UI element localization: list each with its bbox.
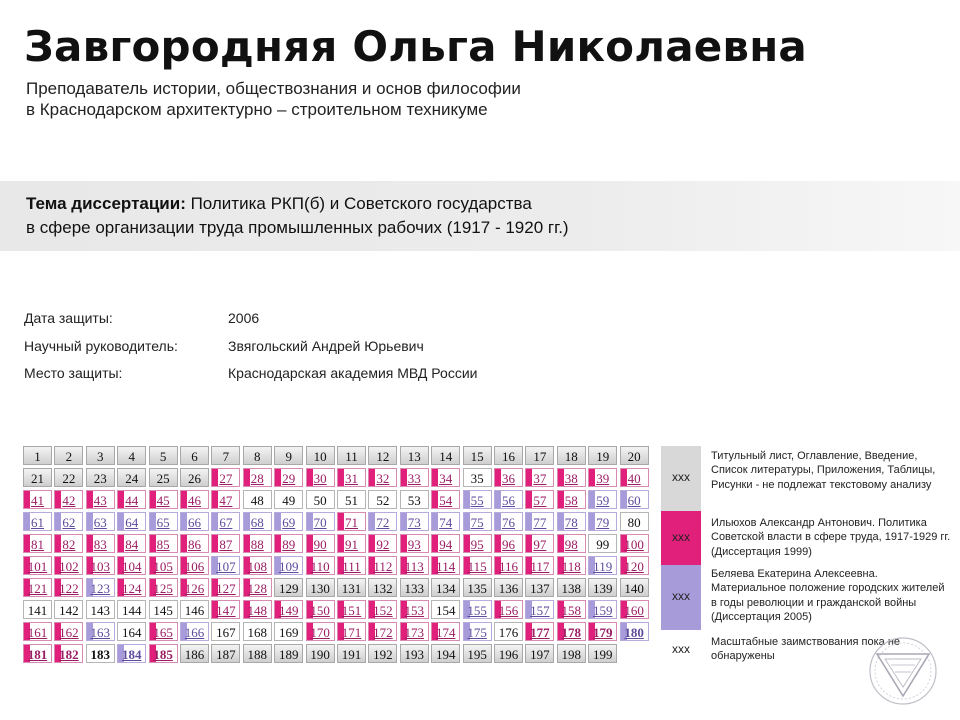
page-cell: 6: [180, 446, 209, 465]
page-cell[interactable]: 85: [149, 534, 178, 553]
page-cell: 186: [180, 644, 209, 663]
page-cell: 188: [243, 644, 272, 663]
page-cell[interactable]: 73: [400, 512, 429, 531]
page-cell[interactable]: 155: [463, 600, 492, 619]
page-cell[interactable]: 115: [463, 556, 492, 575]
legend-text-white: Масштабные заимствования пока не обнаружены: [711, 636, 901, 663]
page-cell: 24: [117, 468, 146, 487]
page-cell[interactable]: 171: [337, 622, 366, 641]
page-cell[interactable]: 177: [525, 622, 554, 641]
page-cell: 195: [463, 644, 492, 663]
page-cell[interactable]: 161: [23, 622, 52, 641]
page-cell[interactable]: 30: [306, 468, 335, 487]
legend-swatch-lavender: [661, 565, 701, 630]
page-cell: 139: [588, 578, 617, 597]
page-cell[interactable]: 33: [400, 468, 429, 487]
page-cell[interactable]: 118: [557, 556, 586, 575]
page-cell[interactable]: 152: [368, 600, 397, 619]
page-cell[interactable]: 91: [337, 534, 366, 553]
page-cell[interactable]: 159: [588, 600, 617, 619]
page-cell: 136: [494, 578, 523, 597]
page-cell[interactable]: 96: [494, 534, 523, 553]
page-cell[interactable]: 44: [117, 490, 146, 509]
page-cell[interactable]: 47: [211, 490, 240, 509]
page-cell: 12: [368, 446, 397, 465]
legend-swatch-pink: [661, 511, 701, 565]
page-cell[interactable]: 126: [180, 578, 209, 597]
page-cell[interactable]: 81: [23, 534, 52, 553]
page-cell[interactable]: 122: [54, 578, 83, 597]
page-cell: 35: [463, 468, 492, 487]
page-cell[interactable]: 61: [23, 512, 52, 531]
page-cell: 21: [23, 468, 52, 487]
page-cell[interactable]: 70: [306, 512, 335, 531]
page-cell[interactable]: 32: [368, 468, 397, 487]
page-cell[interactable]: 66: [180, 512, 209, 531]
page-cell[interactable]: 65: [149, 512, 178, 531]
page-cell[interactable]: 153: [400, 600, 429, 619]
page-cell[interactable]: 121: [23, 578, 52, 597]
page-cell: 197: [525, 644, 554, 663]
page-cell: 190: [306, 644, 335, 663]
info-label: Место защиты:: [24, 365, 123, 381]
page-cell[interactable]: 185: [149, 644, 178, 663]
page-cell: 52: [368, 490, 397, 509]
page-cell[interactable]: 41: [23, 490, 52, 509]
page-cell: 2: [54, 446, 83, 465]
page-cell[interactable]: 78: [557, 512, 586, 531]
page-cell: 164: [117, 622, 146, 641]
page-cell[interactable]: 27: [211, 468, 240, 487]
page-cell[interactable]: 174: [431, 622, 460, 641]
legend-text-pink: Ильюхов Александр Антонович. Политика Советской власти в сфере труда, 1917-1929 гг. (Диссертация 1999): [711, 517, 951, 558]
page-cell: 18: [557, 446, 586, 465]
page-cell[interactable]: 179: [588, 622, 617, 641]
page-cell: 169: [274, 622, 303, 641]
legend-text-lavender: Беляева Екатерина Алексеевна. Материальное положение городских жителей в годы революции и гражданской войны (Диссертация 2005): [711, 568, 945, 624]
page-cell[interactable]: 184: [117, 644, 146, 663]
page-cell[interactable]: 165: [149, 622, 178, 641]
topic-label: Тема диссертации:: [26, 194, 186, 213]
page-cell[interactable]: 29: [274, 468, 303, 487]
page-cell: 13: [400, 446, 429, 465]
page-cell: 1: [23, 446, 52, 465]
page-cell: 11: [337, 446, 366, 465]
page-cell[interactable]: 46: [180, 490, 209, 509]
page-cell[interactable]: 181: [23, 644, 52, 663]
page-cell[interactable]: 92: [368, 534, 397, 553]
info-row-supervisor: [24, 338, 477, 366]
page-cell[interactable]: 84: [117, 534, 146, 553]
page-cell[interactable]: 113: [400, 556, 429, 575]
page-cell[interactable]: 148: [243, 600, 272, 619]
author-position-line2: в Краснодарском архитектурно – строительном техникуме: [26, 100, 488, 119]
page-cell[interactable]: 100: [620, 534, 649, 553]
page-cell[interactable]: 36: [494, 468, 523, 487]
page-cell[interactable]: 111: [337, 556, 366, 575]
author-position-line1: Преподаватель истории, обществознания и основ философии: [26, 79, 521, 98]
page-cell[interactable]: 63: [86, 512, 115, 531]
page-cell[interactable]: 147: [211, 600, 240, 619]
page-cell: 135: [463, 578, 492, 597]
page-cell[interactable]: 127: [211, 578, 240, 597]
page-cell: 25: [149, 468, 178, 487]
page-cell: 134: [431, 578, 460, 597]
page-cell[interactable]: 86: [180, 534, 209, 553]
page-cell[interactable]: 83: [86, 534, 115, 553]
page-cell[interactable]: 110: [306, 556, 335, 575]
page-cell[interactable]: 90: [306, 534, 335, 553]
page-cell: 80: [620, 512, 649, 531]
page-cell[interactable]: 180: [620, 622, 649, 641]
page-cell[interactable]: 54: [431, 490, 460, 509]
page-cell[interactable]: 64: [117, 512, 146, 531]
page-cell[interactable]: 87: [211, 534, 240, 553]
legend-mark: xxx: [672, 470, 690, 484]
page-cell[interactable]: 124: [117, 578, 146, 597]
author-name: Завгородняя Ольга Николаевна: [24, 22, 807, 71]
page-cell[interactable]: 31: [337, 468, 366, 487]
page-cell: 53: [400, 490, 429, 509]
page-cell: 22: [54, 468, 83, 487]
page-cell: 129: [274, 578, 303, 597]
page-cell: 20: [620, 446, 649, 465]
page-cell: 7: [211, 446, 240, 465]
page-cell[interactable]: 102: [54, 556, 83, 575]
page-cell[interactable]: 172: [368, 622, 397, 641]
page-cell[interactable]: 162: [54, 622, 83, 641]
page-cell: 189: [274, 644, 303, 663]
page-cell: 132: [368, 578, 397, 597]
page-cell[interactable]: 38: [557, 468, 586, 487]
legend-text-gray: Титульный лист, Оглавление, Введение, Список литературы, Приложения, Таблицы, Рисунки - не подлежат текстовому анализу: [711, 450, 936, 491]
page-cell: 51: [337, 490, 366, 509]
page-cell[interactable]: 42: [54, 490, 83, 509]
page-cell[interactable]: 60: [620, 490, 649, 509]
defense-info: [24, 310, 477, 393]
page-cell[interactable]: 39: [588, 468, 617, 487]
page-cell: 140: [620, 578, 649, 597]
page-cell[interactable]: 98: [557, 534, 586, 553]
page-cell: 146: [180, 600, 209, 619]
page-cell[interactable]: 106: [180, 556, 209, 575]
page-cell[interactable]: 55: [463, 490, 492, 509]
page-cell[interactable]: 109: [274, 556, 303, 575]
page-cell: 137: [525, 578, 554, 597]
triangle-seal-icon: [867, 632, 939, 710]
page-cell[interactable]: 74: [431, 512, 460, 531]
page-cell: 19: [588, 446, 617, 465]
page-cell[interactable]: 149: [274, 600, 303, 619]
topic-line1: Политика РКП(б) и Советского государства: [185, 194, 532, 213]
page-cell[interactable]: 71: [337, 512, 366, 531]
author-position: [26, 78, 521, 120]
page-cell[interactable]: 173: [400, 622, 429, 641]
page-cell[interactable]: 43: [86, 490, 115, 509]
page-cell: 5: [149, 446, 178, 465]
topic-line2: в сфере организации труда промышленных рабочих (1917 - 1920 гг.): [26, 218, 569, 237]
page-cell[interactable]: 120: [620, 556, 649, 575]
page-cell[interactable]: 58: [557, 490, 586, 509]
info-row-place: [24, 365, 477, 393]
page-cell[interactable]: 163: [86, 622, 115, 641]
page-cell: 4: [117, 446, 146, 465]
page-cell: 192: [368, 644, 397, 663]
page-cell: 154: [431, 600, 460, 619]
page-cell[interactable]: 37: [525, 468, 554, 487]
page-cell[interactable]: 76: [494, 512, 523, 531]
page-cell: 144: [117, 600, 146, 619]
page-cell[interactable]: 150: [306, 600, 335, 619]
page-cell: 187: [211, 644, 240, 663]
page-cell[interactable]: 107: [211, 556, 240, 575]
page-cell: 145: [149, 600, 178, 619]
page-cell[interactable]: 170: [306, 622, 335, 641]
page-cell[interactable]: 45: [149, 490, 178, 509]
info-value: Краснодарская академия МВД России: [228, 365, 478, 381]
page-cell[interactable]: 89: [274, 534, 303, 553]
page-cell[interactable]: 69: [274, 512, 303, 531]
page-cell[interactable]: 105: [149, 556, 178, 575]
page-cell[interactable]: 28: [243, 468, 272, 487]
info-label: Дата защиты:: [24, 310, 113, 326]
legend-mark: xxx: [672, 530, 690, 544]
page-cell[interactable]: 157: [525, 600, 554, 619]
page-cell: 142: [54, 600, 83, 619]
page-cell[interactable]: 104: [117, 556, 146, 575]
page-cell[interactable]: 101: [23, 556, 52, 575]
page-cell: 14: [431, 446, 460, 465]
page-cell[interactable]: 40: [620, 468, 649, 487]
page-cell: 23: [86, 468, 115, 487]
page-cell: 133: [400, 578, 429, 597]
page-cell: 15: [463, 446, 492, 465]
page-cell[interactable]: 95: [463, 534, 492, 553]
page-cell: 17: [525, 446, 554, 465]
page-cell[interactable]: 88: [243, 534, 272, 553]
info-label: Научный руководитель:: [24, 337, 178, 354]
legend-swatch-white: [661, 630, 701, 666]
page-cell: 26: [180, 468, 209, 487]
page-cell: 168: [243, 622, 272, 641]
page-cell: 130: [306, 578, 335, 597]
page-cell[interactable]: 108: [243, 556, 272, 575]
page-cell: 194: [431, 644, 460, 663]
page-cell[interactable]: 112: [368, 556, 397, 575]
page-cell[interactable]: 119: [588, 556, 617, 575]
page-cell: 99: [588, 534, 617, 553]
page-cell: 10: [306, 446, 335, 465]
page-cell[interactable]: 151: [337, 600, 366, 619]
page-cell: 138: [557, 578, 586, 597]
page-cell[interactable]: 156: [494, 600, 523, 619]
page-cell[interactable]: 77: [525, 512, 554, 531]
page-cell[interactable]: 175: [463, 622, 492, 641]
page-cell: 143: [86, 600, 115, 619]
page-cell[interactable]: 34: [431, 468, 460, 487]
page-cell: 191: [337, 644, 366, 663]
legend-mark: xxx: [672, 642, 690, 656]
dissertation-topic: [26, 192, 569, 240]
legend-mark: xxx: [672, 589, 690, 603]
page-cell[interactable]: 93: [400, 534, 429, 553]
page-cell[interactable]: 57: [525, 490, 554, 509]
page-cell[interactable]: 123: [86, 578, 115, 597]
page-cell[interactable]: 125: [149, 578, 178, 597]
page-cell[interactable]: 68: [243, 512, 272, 531]
info-row-date: [24, 310, 477, 338]
page-cell[interactable]: 67: [211, 512, 240, 531]
page-cell: 198: [557, 644, 586, 663]
page-cell[interactable]: 178: [557, 622, 586, 641]
page-cell: 16: [494, 446, 523, 465]
page-cell: 176: [494, 622, 523, 641]
page-cell[interactable]: 166: [180, 622, 209, 641]
page-cell[interactable]: 128: [243, 578, 272, 597]
page-cell: 3: [86, 446, 115, 465]
page-cell: 196: [494, 644, 523, 663]
page-cell[interactable]: 160: [620, 600, 649, 619]
legend-swatch-gray: [661, 446, 701, 511]
page-cell: 199: [588, 644, 617, 663]
page-cell: 50: [306, 490, 335, 509]
page-cell: 167: [211, 622, 240, 641]
page-cell: 8: [243, 446, 272, 465]
page-cell[interactable]: 97: [525, 534, 554, 553]
page-cell: 193: [400, 644, 429, 663]
page-cell[interactable]: 94: [431, 534, 460, 553]
page-cell[interactable]: 116: [494, 556, 523, 575]
page-cell[interactable]: 62: [54, 512, 83, 531]
page-cell: 183: [86, 644, 115, 663]
page-cell[interactable]: 182: [54, 644, 83, 663]
info-value: 2006: [228, 310, 260, 326]
page-cell[interactable]: 72: [368, 512, 397, 531]
page-cell: 48: [243, 490, 272, 509]
page-cell[interactable]: 103: [86, 556, 115, 575]
page-cell: 131: [337, 578, 366, 597]
page-cell: 49: [274, 490, 303, 509]
page-cell[interactable]: 114: [431, 556, 460, 575]
page-cell[interactable]: 82: [54, 534, 83, 553]
page-cell[interactable]: 117: [525, 556, 554, 575]
page-cell: 141: [23, 600, 52, 619]
page-cell[interactable]: 56: [494, 490, 523, 509]
page-cell[interactable]: 158: [557, 600, 586, 619]
page-cell[interactable]: 75: [463, 512, 492, 531]
page-cell: 9: [274, 446, 303, 465]
page-cell[interactable]: 79: [588, 512, 617, 531]
page-cell[interactable]: 59: [588, 490, 617, 509]
info-value: Звягольский Андрей Юрьевич: [228, 337, 424, 354]
page-similarity-grid: [23, 446, 651, 666]
